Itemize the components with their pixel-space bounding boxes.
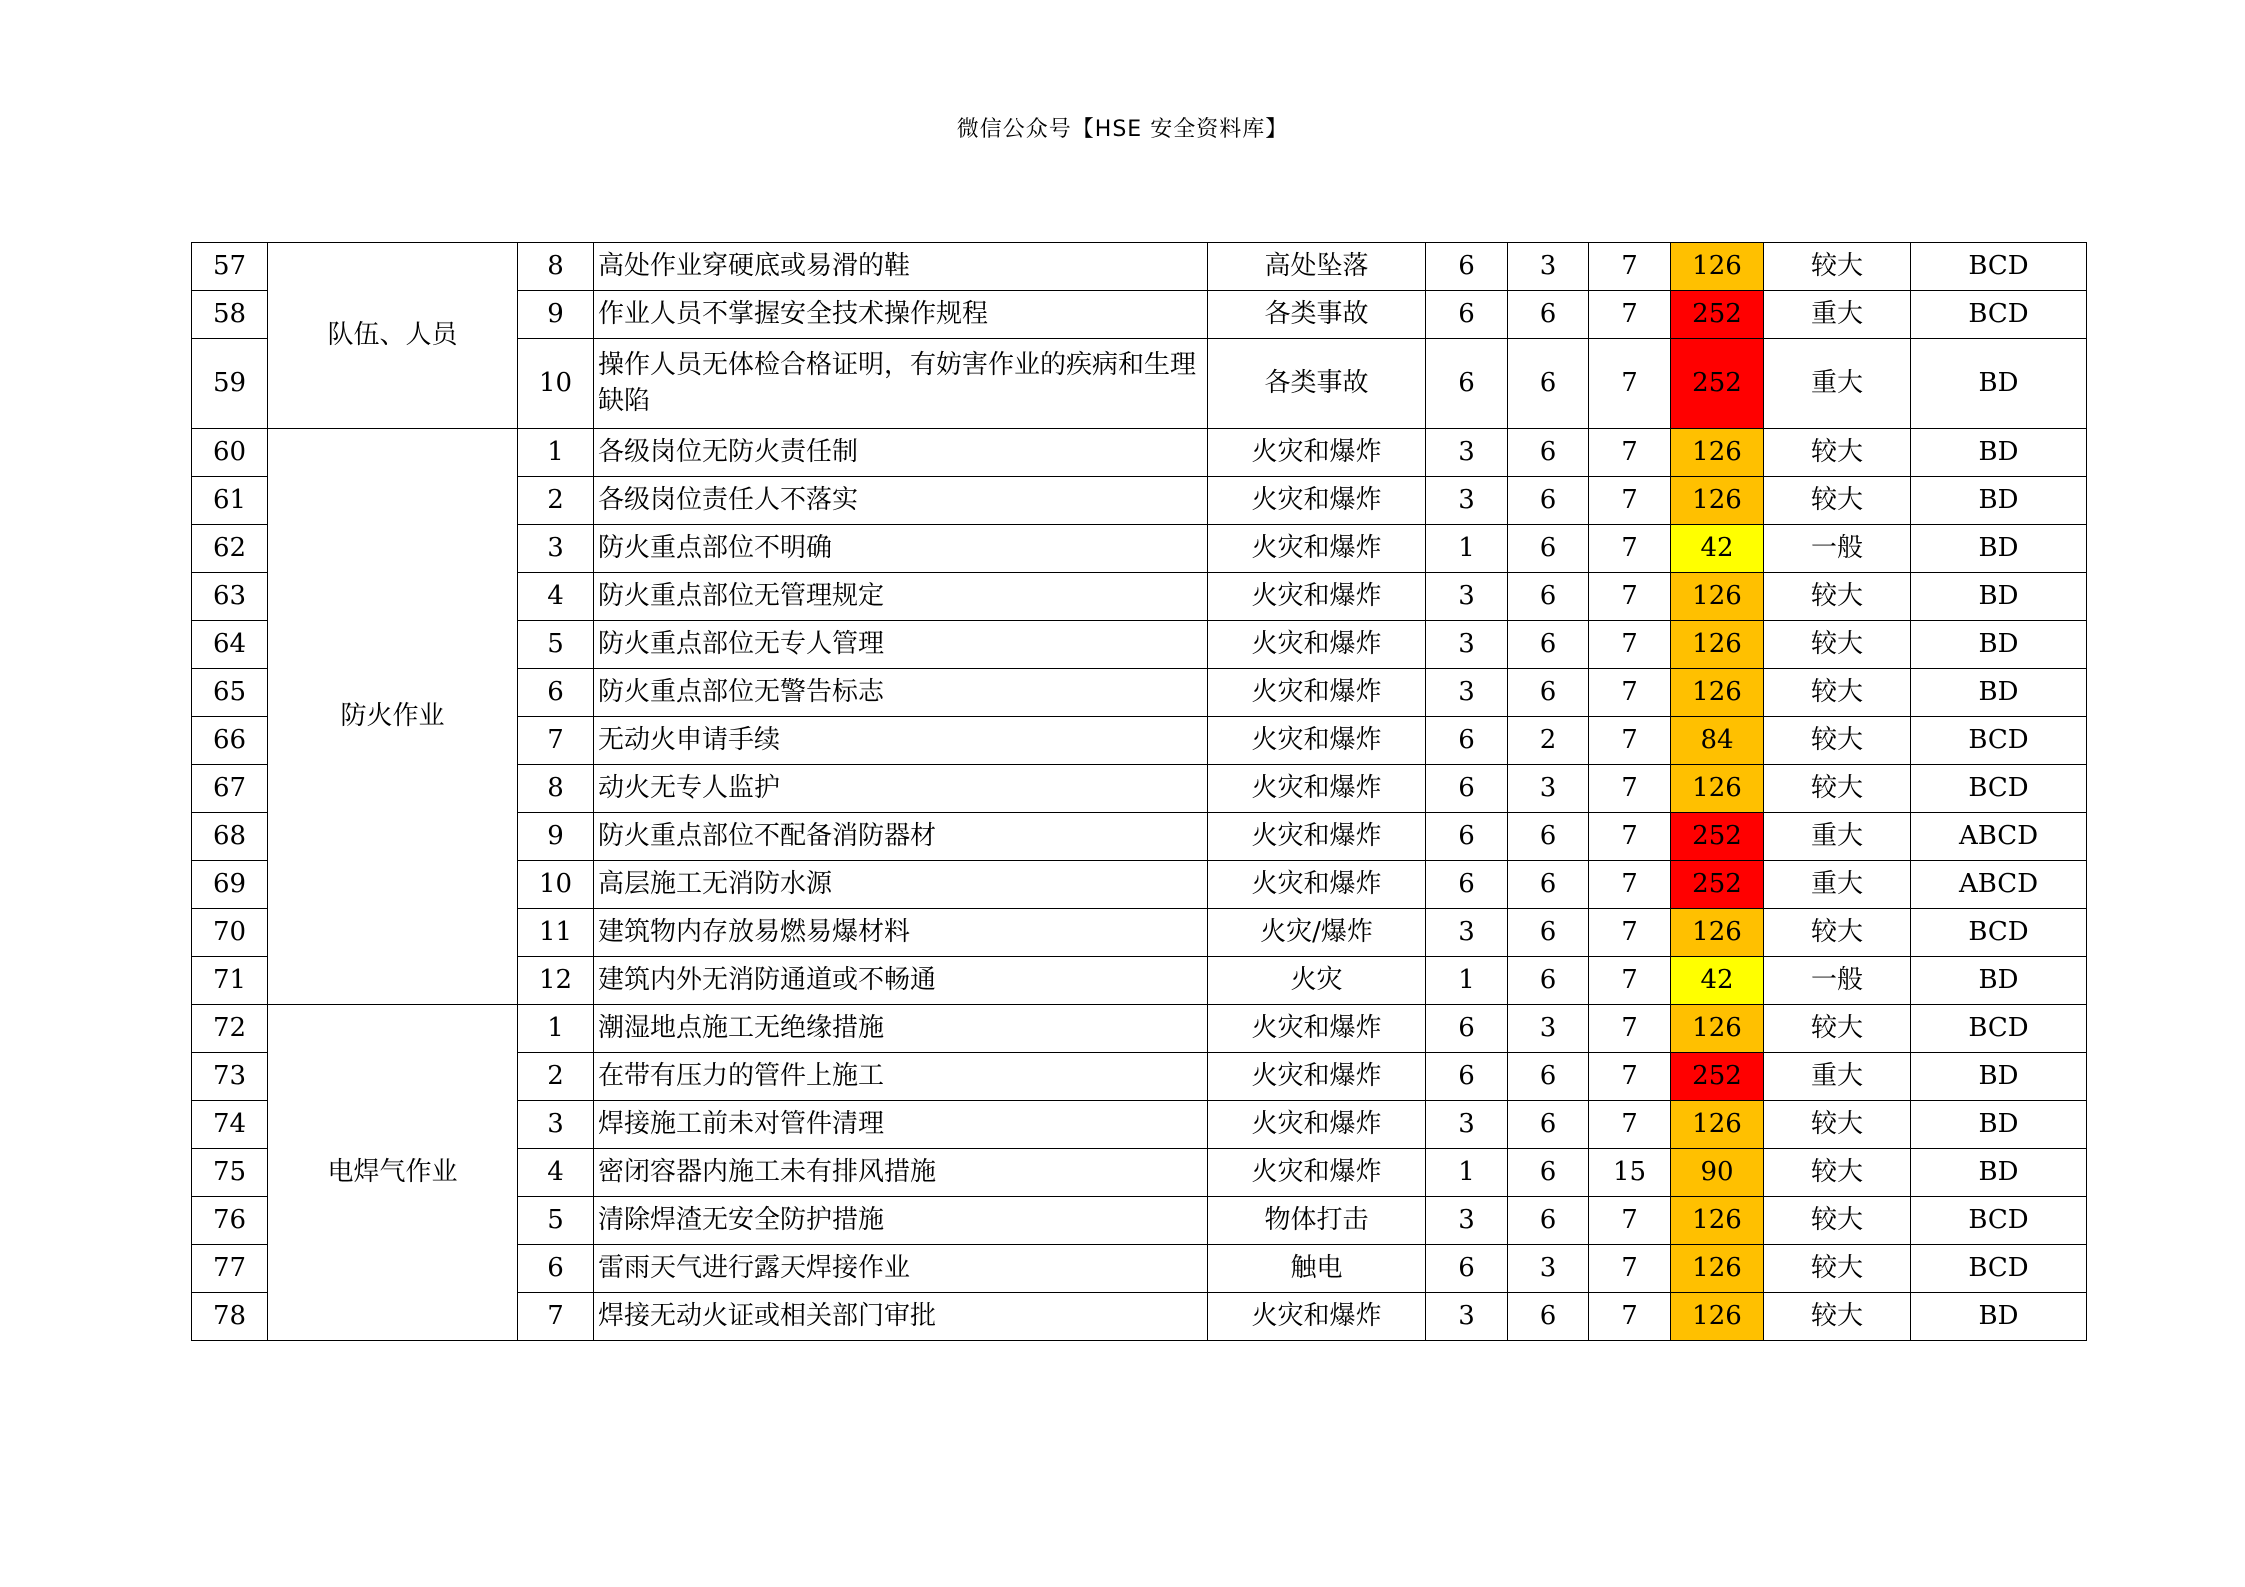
risk-level-cell: 较大 <box>1764 1197 1911 1245</box>
exposure-cell: 6 <box>1508 339 1589 429</box>
accident-type-cell: 火灾和爆炸 <box>1208 813 1426 861</box>
accident-type-cell: 火灾和爆炸 <box>1208 861 1426 909</box>
likelihood-cell: 6 <box>1426 765 1508 813</box>
risk-score-cell: 126 <box>1671 1101 1764 1149</box>
sub-number-cell: 2 <box>518 1053 594 1101</box>
risk-level-cell: 较大 <box>1764 909 1911 957</box>
consequence-cell: 7 <box>1589 339 1671 429</box>
risk-level-cell: 较大 <box>1764 1101 1911 1149</box>
exposure-cell: 6 <box>1508 669 1589 717</box>
hazard-description-cell: 各级岗位责任人不落实 <box>594 477 1208 525</box>
row-number-cell: 71 <box>192 957 268 1005</box>
row-number-cell: 67 <box>192 765 268 813</box>
likelihood-cell: 6 <box>1426 1245 1508 1293</box>
control-code-cell: BD <box>1911 525 2087 573</box>
accident-type-cell: 火灾和爆炸 <box>1208 477 1426 525</box>
risk-score-cell: 126 <box>1671 1005 1764 1053</box>
risk-score-cell: 42 <box>1671 957 1764 1005</box>
risk-score-cell: 126 <box>1671 669 1764 717</box>
hazard-description-cell: 作业人员不掌握安全技术操作规程 <box>594 291 1208 339</box>
control-code-cell: BCD <box>1911 765 2087 813</box>
risk-score-cell: 126 <box>1671 243 1764 291</box>
sub-number-cell: 6 <box>518 1245 594 1293</box>
risk-score-cell: 84 <box>1671 717 1764 765</box>
exposure-cell: 6 <box>1508 909 1589 957</box>
row-number-cell: 62 <box>192 525 268 573</box>
row-number-cell: 59 <box>192 339 268 429</box>
risk-level-cell: 较大 <box>1764 765 1911 813</box>
risk-score-cell: 126 <box>1671 573 1764 621</box>
exposure-cell: 3 <box>1508 243 1589 291</box>
consequence-cell: 7 <box>1589 1005 1671 1053</box>
consequence-cell: 7 <box>1589 717 1671 765</box>
control-code-cell: BCD <box>1911 717 2087 765</box>
control-code-cell: BCD <box>1911 1197 2087 1245</box>
risk-score-cell: 252 <box>1671 813 1764 861</box>
row-number-cell: 76 <box>192 1197 268 1245</box>
accident-type-cell: 火灾和爆炸 <box>1208 717 1426 765</box>
control-code-cell: BD <box>1911 1053 2087 1101</box>
consequence-cell: 7 <box>1589 243 1671 291</box>
accident-type-cell: 火灾 <box>1208 957 1426 1005</box>
exposure-cell: 6 <box>1508 1293 1589 1341</box>
hazard-description-cell: 防火重点部位无专人管理 <box>594 621 1208 669</box>
accident-type-cell: 火灾/爆炸 <box>1208 909 1426 957</box>
sub-number-cell: 7 <box>518 717 594 765</box>
sub-number-cell: 12 <box>518 957 594 1005</box>
likelihood-cell: 3 <box>1426 909 1508 957</box>
accident-type-cell: 火灾和爆炸 <box>1208 1053 1426 1101</box>
exposure-cell: 3 <box>1508 1005 1589 1053</box>
risk-level-cell: 较大 <box>1764 1293 1911 1341</box>
exposure-cell: 6 <box>1508 477 1589 525</box>
row-number-cell: 72 <box>192 1005 268 1053</box>
row-number-cell: 68 <box>192 813 268 861</box>
hazard-description-cell: 焊接无动火证或相关部门审批 <box>594 1293 1208 1341</box>
sub-number-cell: 8 <box>518 243 594 291</box>
category-cell: 队伍、人员 <box>268 243 518 429</box>
control-code-cell: BD <box>1911 477 2087 525</box>
consequence-cell: 7 <box>1589 669 1671 717</box>
sub-number-cell: 4 <box>518 1149 594 1197</box>
hazard-description-cell: 雷雨天气进行露天焊接作业 <box>594 1245 1208 1293</box>
sub-number-cell: 5 <box>518 1197 594 1245</box>
hazard-description-cell: 焊接施工前未对管件清理 <box>594 1101 1208 1149</box>
hazard-description-cell: 清除焊渣无安全防护措施 <box>594 1197 1208 1245</box>
hazard-description-cell: 密闭容器内施工未有排风措施 <box>594 1149 1208 1197</box>
control-code-cell: ABCD <box>1911 861 2087 909</box>
likelihood-cell: 3 <box>1426 669 1508 717</box>
table-row <box>192 243 2087 291</box>
row-number-cell: 64 <box>192 621 268 669</box>
sub-number-cell: 1 <box>518 429 594 477</box>
hazard-description-cell: 潮湿地点施工无绝缘措施 <box>594 1005 1208 1053</box>
exposure-cell: 6 <box>1508 1053 1589 1101</box>
row-number-cell: 75 <box>192 1149 268 1197</box>
control-code-cell: BCD <box>1911 1245 2087 1293</box>
category-cell: 防火作业 <box>268 429 518 1005</box>
risk-score-cell: 126 <box>1671 621 1764 669</box>
likelihood-cell: 1 <box>1426 957 1508 1005</box>
likelihood-cell: 3 <box>1426 1293 1508 1341</box>
table-row <box>192 1005 2087 1053</box>
risk-score-cell: 252 <box>1671 861 1764 909</box>
hazard-description-cell: 在带有压力的管件上施工 <box>594 1053 1208 1101</box>
exposure-cell: 6 <box>1508 1197 1589 1245</box>
accident-type-cell: 火灾和爆炸 <box>1208 1005 1426 1053</box>
exposure-cell: 3 <box>1508 765 1589 813</box>
hazard-description-cell: 各级岗位无防火责任制 <box>594 429 1208 477</box>
hazard-description-cell: 动火无专人监护 <box>594 765 1208 813</box>
sub-number-cell: 9 <box>518 291 594 339</box>
consequence-cell: 7 <box>1589 621 1671 669</box>
exposure-cell: 3 <box>1508 1245 1589 1293</box>
accident-type-cell: 物体打击 <box>1208 1197 1426 1245</box>
risk-score-cell: 42 <box>1671 525 1764 573</box>
control-code-cell: BD <box>1911 339 2087 429</box>
control-code-cell: BCD <box>1911 291 2087 339</box>
exposure-cell: 2 <box>1508 717 1589 765</box>
control-code-cell: ABCD <box>1911 813 2087 861</box>
hazard-description-cell: 防火重点部位不配备消防器材 <box>594 813 1208 861</box>
row-number-cell: 57 <box>192 243 268 291</box>
risk-level-cell: 较大 <box>1764 669 1911 717</box>
risk-level-cell: 重大 <box>1764 861 1911 909</box>
hazard-description-cell: 高处作业穿硬底或易滑的鞋 <box>594 243 1208 291</box>
consequence-cell: 7 <box>1589 957 1671 1005</box>
consequence-cell: 7 <box>1589 477 1671 525</box>
exposure-cell: 6 <box>1508 621 1589 669</box>
risk-level-cell: 较大 <box>1764 621 1911 669</box>
risk-score-cell: 126 <box>1671 1197 1764 1245</box>
exposure-cell: 6 <box>1508 1101 1589 1149</box>
sub-number-cell: 3 <box>518 1101 594 1149</box>
control-code-cell: BD <box>1911 621 2087 669</box>
risk-score-cell: 126 <box>1671 909 1764 957</box>
risk-level-cell: 较大 <box>1764 243 1911 291</box>
risk-score-cell: 126 <box>1671 1293 1764 1341</box>
row-number-cell: 78 <box>192 1293 268 1341</box>
control-code-cell: BD <box>1911 429 2087 477</box>
accident-type-cell: 火灾和爆炸 <box>1208 429 1426 477</box>
hazard-description-cell: 操作人员无体检合格证明，有妨害作业的疾病和生理缺陷 <box>594 339 1208 429</box>
exposure-cell: 6 <box>1508 573 1589 621</box>
risk-score-cell: 126 <box>1671 765 1764 813</box>
control-code-cell: BD <box>1911 573 2087 621</box>
likelihood-cell: 3 <box>1426 1101 1508 1149</box>
accident-type-cell: 火灾和爆炸 <box>1208 1293 1426 1341</box>
accident-type-cell: 火灾和爆炸 <box>1208 573 1426 621</box>
row-number-cell: 58 <box>192 291 268 339</box>
likelihood-cell: 6 <box>1426 717 1508 765</box>
accident-type-cell: 高处坠落 <box>1208 243 1426 291</box>
risk-level-cell: 重大 <box>1764 291 1911 339</box>
accident-type-cell: 各类事故 <box>1208 339 1426 429</box>
likelihood-cell: 1 <box>1426 1149 1508 1197</box>
exposure-cell: 6 <box>1508 429 1589 477</box>
consequence-cell: 15 <box>1589 1149 1671 1197</box>
sub-number-cell: 9 <box>518 813 594 861</box>
hazard-description-cell: 建筑物内存放易燃易爆材料 <box>594 909 1208 957</box>
accident-type-cell: 火灾和爆炸 <box>1208 1101 1426 1149</box>
likelihood-cell: 6 <box>1426 1005 1508 1053</box>
row-number-cell: 60 <box>192 429 268 477</box>
exposure-cell: 6 <box>1508 957 1589 1005</box>
risk-level-cell: 较大 <box>1764 477 1911 525</box>
likelihood-cell: 3 <box>1426 429 1508 477</box>
accident-type-cell: 火灾和爆炸 <box>1208 669 1426 717</box>
accident-type-cell: 火灾和爆炸 <box>1208 1149 1426 1197</box>
risk-level-cell: 重大 <box>1764 1053 1911 1101</box>
risk-table-body <box>192 243 2087 1341</box>
risk-level-cell: 较大 <box>1764 1245 1911 1293</box>
consequence-cell: 7 <box>1589 1245 1671 1293</box>
hazard-description-cell: 高层施工无消防水源 <box>594 861 1208 909</box>
row-number-cell: 69 <box>192 861 268 909</box>
consequence-cell: 7 <box>1589 1293 1671 1341</box>
hazard-description-cell: 防火重点部位不明确 <box>594 525 1208 573</box>
sub-number-cell: 1 <box>518 1005 594 1053</box>
likelihood-cell: 3 <box>1426 477 1508 525</box>
likelihood-cell: 6 <box>1426 1053 1508 1101</box>
likelihood-cell: 6 <box>1426 243 1508 291</box>
risk-assessment-table <box>191 242 2087 1341</box>
control-code-cell: BCD <box>1911 909 2087 957</box>
sub-number-cell: 5 <box>518 621 594 669</box>
table-row <box>192 429 2087 477</box>
page-header: 微信公众号【HSE 安全资料库】 <box>956 117 1289 142</box>
sub-number-cell: 10 <box>518 861 594 909</box>
risk-score-cell: 90 <box>1671 1149 1764 1197</box>
control-code-cell: BD <box>1911 669 2087 717</box>
consequence-cell: 7 <box>1589 429 1671 477</box>
row-number-cell: 77 <box>192 1245 268 1293</box>
risk-level-cell: 一般 <box>1764 525 1911 573</box>
likelihood-cell: 6 <box>1426 291 1508 339</box>
exposure-cell: 6 <box>1508 525 1589 573</box>
row-number-cell: 70 <box>192 909 268 957</box>
consequence-cell: 7 <box>1589 1053 1671 1101</box>
hazard-description-cell: 防火重点部位无警告标志 <box>594 669 1208 717</box>
sub-number-cell: 11 <box>518 909 594 957</box>
exposure-cell: 6 <box>1508 861 1589 909</box>
risk-level-cell: 较大 <box>1764 1005 1911 1053</box>
accident-type-cell: 各类事故 <box>1208 291 1426 339</box>
likelihood-cell: 6 <box>1426 861 1508 909</box>
row-number-cell: 65 <box>192 669 268 717</box>
likelihood-cell: 6 <box>1426 813 1508 861</box>
risk-level-cell: 重大 <box>1764 813 1911 861</box>
control-code-cell: BD <box>1911 1293 2087 1341</box>
exposure-cell: 6 <box>1508 291 1589 339</box>
row-number-cell: 73 <box>192 1053 268 1101</box>
consequence-cell: 7 <box>1589 525 1671 573</box>
consequence-cell: 7 <box>1589 291 1671 339</box>
likelihood-cell: 3 <box>1426 573 1508 621</box>
category-cell: 电焊气作业 <box>268 1005 518 1341</box>
consequence-cell: 7 <box>1589 813 1671 861</box>
sub-number-cell: 3 <box>518 525 594 573</box>
accident-type-cell: 火灾和爆炸 <box>1208 525 1426 573</box>
exposure-cell: 6 <box>1508 1149 1589 1197</box>
risk-score-cell: 126 <box>1671 1245 1764 1293</box>
hazard-description-cell: 建筑内外无消防通道或不畅通 <box>594 957 1208 1005</box>
risk-level-cell: 一般 <box>1764 957 1911 1005</box>
likelihood-cell: 1 <box>1426 525 1508 573</box>
hazard-description-cell: 防火重点部位无管理规定 <box>594 573 1208 621</box>
control-code-cell: BD <box>1911 957 2087 1005</box>
sub-number-cell: 6 <box>518 669 594 717</box>
exposure-cell: 6 <box>1508 813 1589 861</box>
risk-score-cell: 252 <box>1671 339 1764 429</box>
consequence-cell: 7 <box>1589 861 1671 909</box>
consequence-cell: 7 <box>1589 573 1671 621</box>
control-code-cell: BD <box>1911 1149 2087 1197</box>
row-number-cell: 63 <box>192 573 268 621</box>
consequence-cell: 7 <box>1589 1101 1671 1149</box>
control-code-cell: BD <box>1911 1101 2087 1149</box>
risk-level-cell: 较大 <box>1764 573 1911 621</box>
control-code-cell: BCD <box>1911 1005 2087 1053</box>
sub-number-cell: 7 <box>518 1293 594 1341</box>
row-number-cell: 66 <box>192 717 268 765</box>
consequence-cell: 7 <box>1589 765 1671 813</box>
consequence-cell: 7 <box>1589 1197 1671 1245</box>
row-number-cell: 61 <box>192 477 268 525</box>
risk-score-cell: 252 <box>1671 291 1764 339</box>
accident-type-cell: 火灾和爆炸 <box>1208 765 1426 813</box>
risk-level-cell: 较大 <box>1764 1149 1911 1197</box>
risk-level-cell: 较大 <box>1764 429 1911 477</box>
control-code-cell: BCD <box>1911 243 2087 291</box>
accident-type-cell: 触电 <box>1208 1245 1426 1293</box>
risk-level-cell: 较大 <box>1764 717 1911 765</box>
likelihood-cell: 3 <box>1426 621 1508 669</box>
row-number-cell: 74 <box>192 1101 268 1149</box>
risk-score-cell: 126 <box>1671 477 1764 525</box>
accident-type-cell: 火灾和爆炸 <box>1208 621 1426 669</box>
sub-number-cell: 2 <box>518 477 594 525</box>
sub-number-cell: 8 <box>518 765 594 813</box>
likelihood-cell: 3 <box>1426 1197 1508 1245</box>
sub-number-cell: 4 <box>518 573 594 621</box>
likelihood-cell: 6 <box>1426 339 1508 429</box>
hazard-description-cell: 无动火申请手续 <box>594 717 1208 765</box>
risk-level-cell: 重大 <box>1764 339 1911 429</box>
risk-score-cell: 252 <box>1671 1053 1764 1101</box>
sub-number-cell: 10 <box>518 339 594 429</box>
risk-score-cell: 126 <box>1671 429 1764 477</box>
consequence-cell: 7 <box>1589 909 1671 957</box>
